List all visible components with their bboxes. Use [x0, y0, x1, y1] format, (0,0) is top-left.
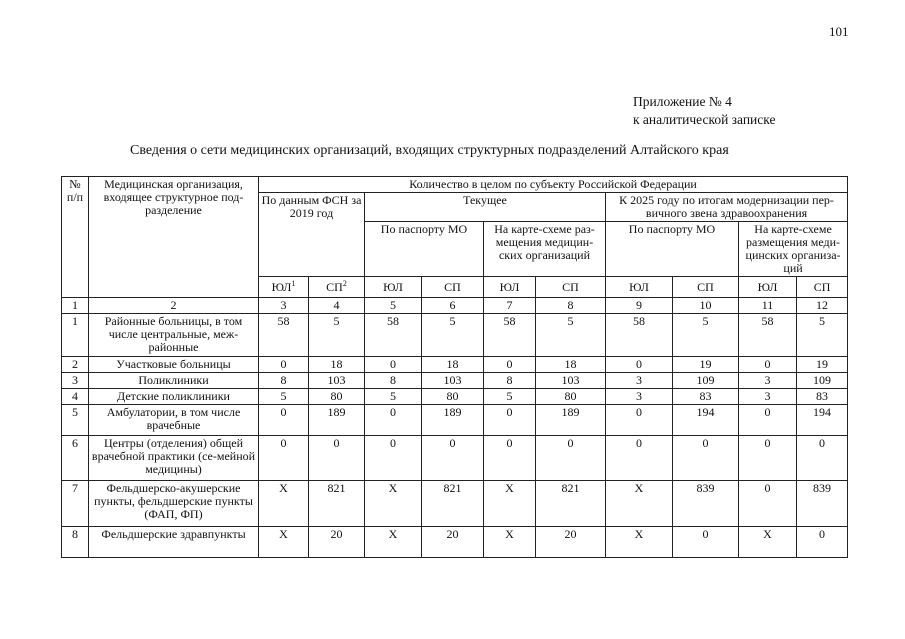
cell-value: 18 — [422, 357, 484, 373]
cell-value: 20 — [536, 527, 606, 558]
cell-value: 0 — [536, 436, 606, 481]
cell-value: 5 — [797, 314, 848, 357]
column-number: 9 — [606, 298, 673, 314]
cell-value: 821 — [536, 481, 606, 527]
row-number: 2 — [62, 357, 89, 373]
header-sp: СП — [797, 277, 848, 298]
cell-value: 0 — [797, 527, 848, 558]
header-num: № п/п — [62, 177, 89, 298]
row-number: 8 — [62, 527, 89, 558]
cell-value: 194 — [797, 405, 848, 436]
organization-name: Амбулатории, в том числе врачебные — [89, 405, 259, 436]
cell-value: 0 — [673, 527, 739, 558]
header-ul: ЮЛ — [606, 277, 673, 298]
cell-value: 3 — [606, 373, 673, 389]
cell-value: 0 — [606, 357, 673, 373]
page-number: 101 — [829, 24, 849, 39]
cell-value: Х — [739, 527, 797, 558]
organization-name: Фельдшерские здравпункты — [89, 527, 259, 558]
cell-value: 0 — [606, 405, 673, 436]
header-sp: СП — [673, 277, 739, 298]
row-number: 5 — [62, 405, 89, 436]
row-number: 3 — [62, 373, 89, 389]
appendix-label — [633, 93, 775, 129]
footnote-2: 2 — [342, 278, 347, 288]
cell-value: 5 — [365, 389, 422, 405]
row-number: 7 — [62, 481, 89, 527]
cell-value: 0 — [365, 405, 422, 436]
column-number: 11 — [739, 298, 797, 314]
cell-value: 80 — [309, 389, 365, 405]
cell-value: 0 — [673, 436, 739, 481]
footnote-1: 1 — [291, 278, 296, 288]
cell-value: Х — [484, 481, 536, 527]
column-numbers-row — [62, 298, 848, 314]
cell-value: 0 — [259, 405, 309, 436]
cell-value: 103 — [422, 373, 484, 389]
header-sp: СП — [422, 277, 484, 298]
cell-value: 5 — [536, 314, 606, 357]
row-number: 6 — [62, 436, 89, 481]
cell-value: 58 — [484, 314, 536, 357]
header-ul: ЮЛ — [484, 277, 536, 298]
cell-value: 20 — [422, 527, 484, 558]
header-sp — [309, 277, 365, 298]
cell-value: 0 — [484, 357, 536, 373]
table-row — [62, 373, 848, 389]
cell-value: 0 — [739, 405, 797, 436]
cell-value: 58 — [606, 314, 673, 357]
table-row — [62, 481, 848, 527]
cell-value: 0 — [259, 436, 309, 481]
cell-value: 0 — [739, 481, 797, 527]
cell-value: 58 — [365, 314, 422, 357]
header-2025-map: На карте-схеме размещения меди-цинских организа-ций — [739, 222, 848, 277]
medical-organizations-table — [61, 176, 848, 558]
cell-value: 0 — [606, 436, 673, 481]
header-current-passport: По паспорту МО — [365, 222, 484, 277]
cell-value: 821 — [422, 481, 484, 527]
cell-value: Х — [365, 527, 422, 558]
header-current-map: На карте-схеме раз-мещения медицин-ских организаций — [484, 222, 606, 277]
header-ul: ЮЛ — [365, 277, 422, 298]
organization-name: Районные больницы, в том числе центральные, меж-районные — [89, 314, 259, 357]
cell-value: 18 — [536, 357, 606, 373]
cell-value: 58 — [259, 314, 309, 357]
cell-value: 0 — [739, 357, 797, 373]
cell-value: 0 — [422, 436, 484, 481]
cell-value: Х — [606, 527, 673, 558]
cell-value: 83 — [797, 389, 848, 405]
header-sp: СП — [536, 277, 606, 298]
column-number: 5 — [365, 298, 422, 314]
table-row — [62, 527, 848, 558]
cell-value: 109 — [673, 373, 739, 389]
cell-value: 5 — [484, 389, 536, 405]
header-current: Текущее — [365, 193, 606, 222]
header-2025-passport: По паспорту МО — [606, 222, 739, 277]
column-number: 2 — [89, 298, 259, 314]
cell-value: 839 — [797, 481, 848, 527]
table-row — [62, 357, 848, 373]
row-number: 1 — [62, 314, 89, 357]
cell-value: 5 — [422, 314, 484, 357]
table-row — [62, 436, 848, 481]
organization-name: Фельдшерско-акушерские пункты, фельдшерские пункты (ФАП, ФП) — [89, 481, 259, 527]
cell-value: Х — [606, 481, 673, 527]
column-number: 8 — [536, 298, 606, 314]
cell-value: 19 — [673, 357, 739, 373]
cell-value: 19 — [797, 357, 848, 373]
cell-value: 0 — [797, 436, 848, 481]
organization-name: Поликлиники — [89, 373, 259, 389]
header-organization: Медицинская организация, входящее структурное под-разделение — [89, 177, 259, 298]
header-total: Количество в целом по субъекту Российской Федерации — [259, 177, 848, 193]
column-number: 1 — [62, 298, 89, 314]
column-number: 10 — [673, 298, 739, 314]
header-ul-text: ЮЛ — [271, 279, 292, 294]
cell-value: 189 — [422, 405, 484, 436]
cell-value: 103 — [536, 373, 606, 389]
cell-value: 0 — [739, 436, 797, 481]
column-number: 6 — [422, 298, 484, 314]
cell-value: Х — [259, 527, 309, 558]
header-fsn-2019: По данным ФСН за 2019 год — [259, 193, 365, 277]
organization-name: Центры (отделения) общей врачебной практики (се-мейной медицины) — [89, 436, 259, 481]
cell-value: 8 — [365, 373, 422, 389]
organization-name: Участковые больницы — [89, 357, 259, 373]
cell-value: 103 — [309, 373, 365, 389]
cell-value: 0 — [365, 357, 422, 373]
cell-value: 194 — [673, 405, 739, 436]
cell-value: 18 — [309, 357, 365, 373]
cell-value: 5 — [259, 389, 309, 405]
appendix-line-1: Приложение № 4 — [633, 94, 732, 109]
cell-value: Х — [259, 481, 309, 527]
column-number: 12 — [797, 298, 848, 314]
column-number: 4 — [309, 298, 365, 314]
cell-value: 8 — [484, 373, 536, 389]
cell-value: 20 — [309, 527, 365, 558]
organization-name: Детские поликлиники — [89, 389, 259, 405]
cell-value: 80 — [422, 389, 484, 405]
header-by-2025: К 2025 году по итогам модернизации пер-вичного звена здравоохранения — [606, 193, 848, 222]
cell-value: 3 — [606, 389, 673, 405]
cell-value: Х — [365, 481, 422, 527]
header-ul — [259, 277, 309, 298]
row-number: 4 — [62, 389, 89, 405]
cell-value: 189 — [309, 405, 365, 436]
cell-value: Х — [484, 527, 536, 558]
cell-value: 5 — [309, 314, 365, 357]
header-ul: ЮЛ — [739, 277, 797, 298]
table-row — [62, 405, 848, 436]
cell-value: 189 — [536, 405, 606, 436]
cell-value: 5 — [673, 314, 739, 357]
cell-value: 0 — [365, 436, 422, 481]
cell-value: 0 — [309, 436, 365, 481]
cell-value: 58 — [739, 314, 797, 357]
cell-value: 80 — [536, 389, 606, 405]
document-title: Сведения о сети медицинских организаций, входящих структурных подразделений Алтайского края — [130, 143, 729, 158]
cell-value: 0 — [484, 405, 536, 436]
column-number: 7 — [484, 298, 536, 314]
table-row — [62, 314, 848, 357]
header-row-1 — [62, 177, 848, 193]
cell-value: 8 — [259, 373, 309, 389]
header-sp-text: СП — [326, 279, 343, 294]
cell-value: 0 — [259, 357, 309, 373]
cell-value: 821 — [309, 481, 365, 527]
table-row — [62, 389, 848, 405]
appendix-line-2: к аналитической записке — [633, 112, 776, 127]
cell-value: 3 — [739, 389, 797, 405]
cell-value: 0 — [484, 436, 536, 481]
column-number: 3 — [259, 298, 309, 314]
cell-value: 839 — [673, 481, 739, 527]
cell-value: 109 — [797, 373, 848, 389]
cell-value: 83 — [673, 389, 739, 405]
cell-value: 3 — [739, 373, 797, 389]
